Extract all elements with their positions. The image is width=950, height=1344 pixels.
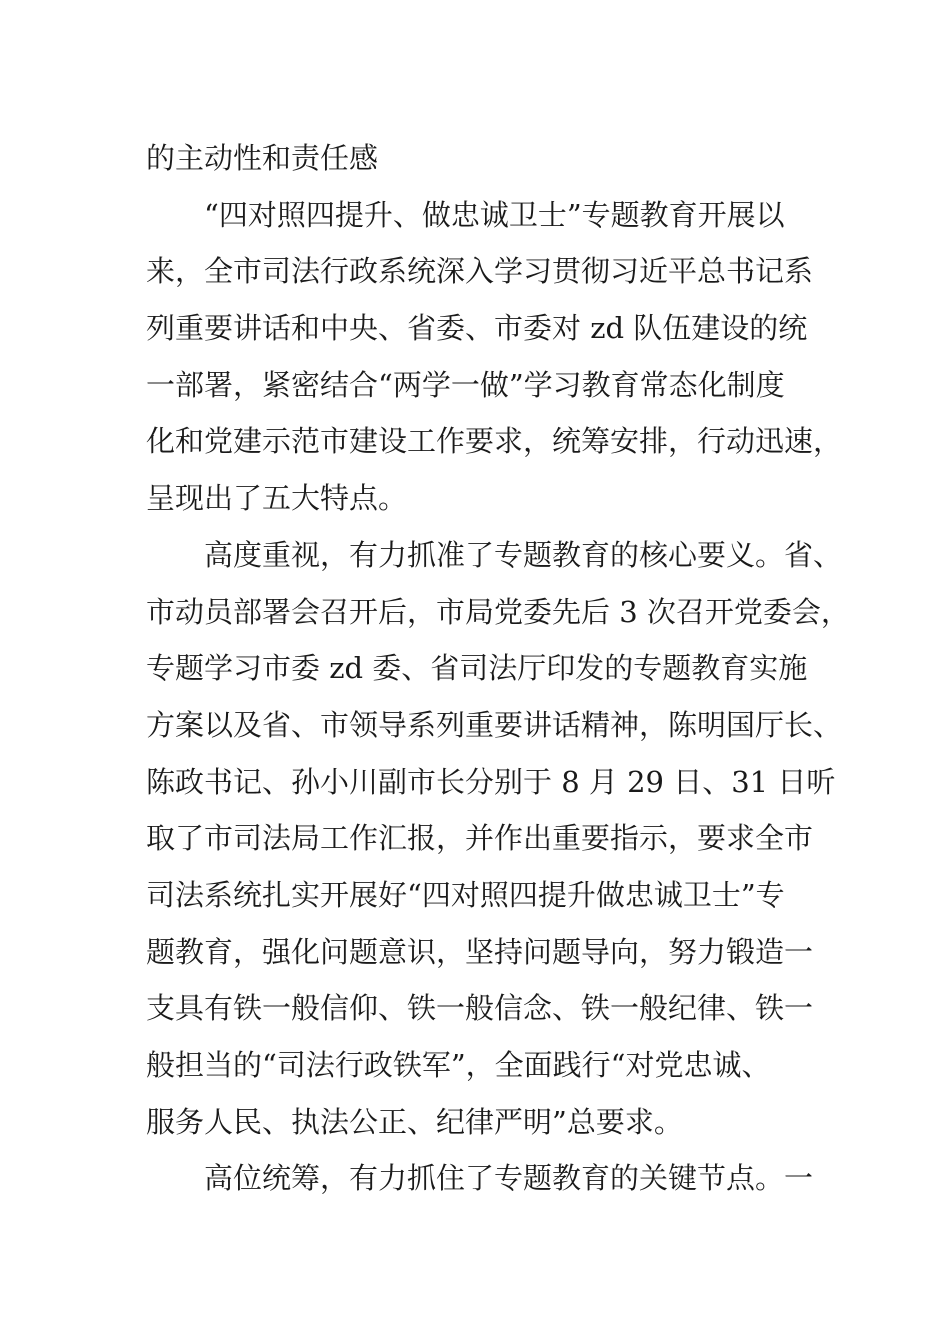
text-line: 专题学习市委 zd 委、省司法厅印发的专题教育实施 xyxy=(146,651,808,686)
text-line: “四对照四提升、做忠诚卫士”专题教育开展以 xyxy=(204,197,785,232)
text-line: 般担当的“司法行政铁军”，全面践行“对党忠诚、 xyxy=(146,1048,771,1082)
text-line: 市动员部署会召开后，市局党委先后 3 次召开党委会， xyxy=(146,594,850,629)
text-line: 高位统筹，有力抓住了专题教育的关键节点。一 xyxy=(204,1161,814,1196)
text-line: 陈政书记、孙小川副市长分别于 8 月 29 日、31 日听 xyxy=(146,764,836,799)
text-line: 呈现出了五大特点。 xyxy=(146,481,408,516)
text-line: 列重要讲话和中央、省委、市委对 zd 队伍建设的统 xyxy=(146,311,808,346)
text-line: 司法系统扎实开展好“四对照四提升做忠诚卫士”专 xyxy=(146,877,785,912)
text-line: 来，全市司法行政系统深入学习贯彻习近平总书记系 xyxy=(146,254,814,289)
text-line: 一部署，紧密结合“两学一做”学习教育常态化制度 xyxy=(146,367,785,402)
text-line: 服务人民、执法公正、纪律严明”总要求。 xyxy=(146,1104,683,1139)
body-text xyxy=(146,130,850,1207)
text-line: 支具有铁一般信仰、铁一般信念、铁一般纪律、铁一 xyxy=(146,991,814,1026)
text-line: 的主动性和责任感 xyxy=(146,141,379,175)
text-line: 化和党建示范市建设工作要求，统筹安排，行动迅速， xyxy=(146,424,843,459)
text-line: 高度重视，有力抓准了专题教育的核心要义。省、 xyxy=(204,537,843,572)
text-line: 方案以及省、市领导系列重要讲话精神，陈明国厅长、 xyxy=(146,707,843,742)
text-line: 题教育，强化问题意识，坚持问题导向，努力锻造一 xyxy=(146,934,814,969)
text-line: 取了市司法局工作汇报，并作出重要指示，要求全市 xyxy=(146,821,814,856)
